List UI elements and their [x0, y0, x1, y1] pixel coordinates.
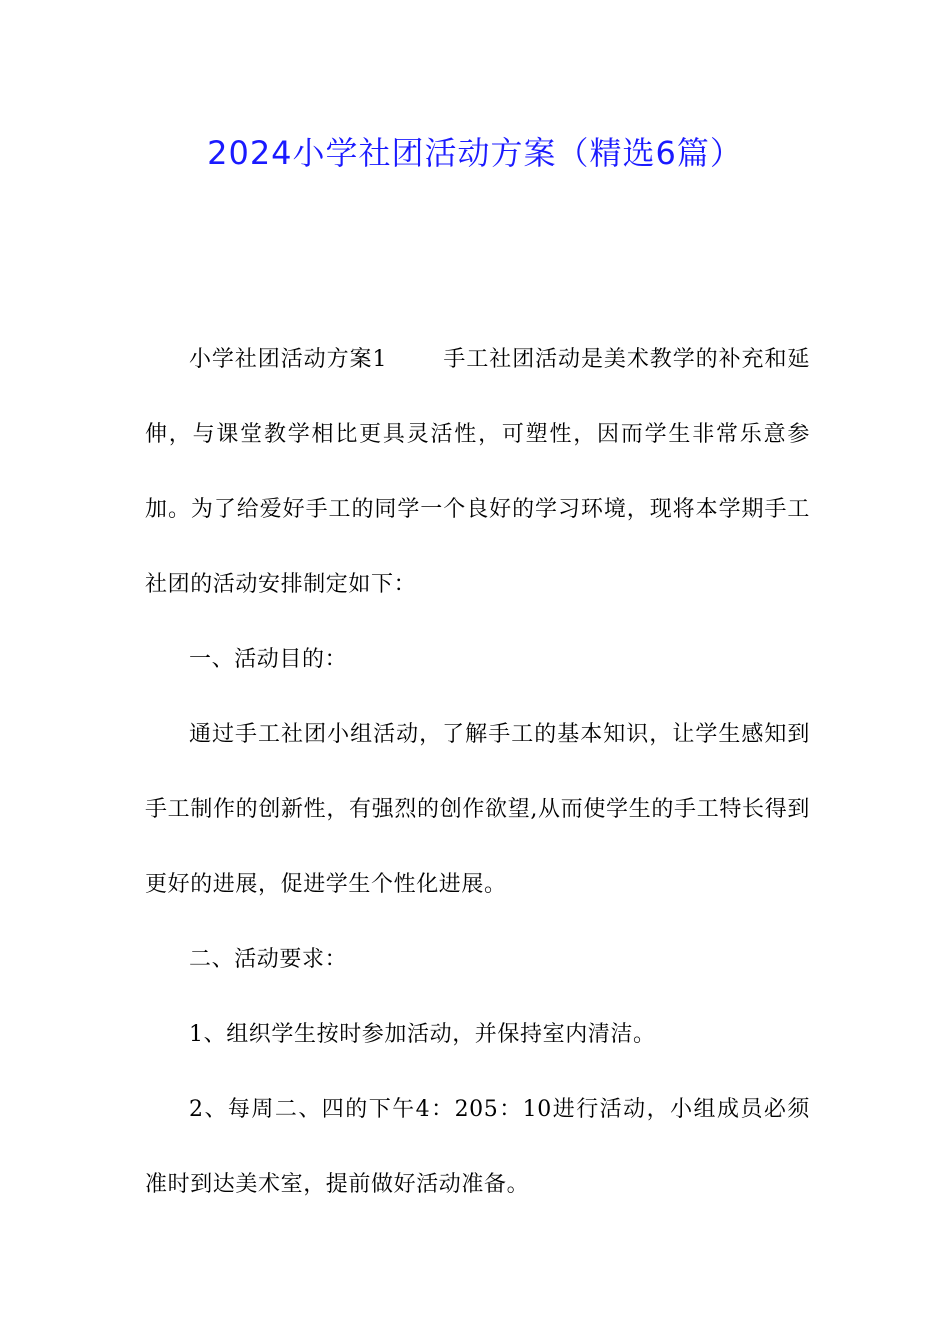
document-title: 2024小学社团活动方案（精选6篇） [207, 134, 743, 172]
document-body [145, 322, 810, 1222]
paragraph-text: 手工社团活动是美术教学的补充和延伸，与课堂教学相比更具灵活性，可塑性，因而学生非常乐意参加。为了给爱好手工的同学一个良好的学习环境，现将本学期手工社团的活动安排制定如下： [145, 347, 810, 597]
heading-purpose: 一、活动目的： [189, 647, 348, 672]
requirement-item-2: 2、每周二、四的下午4：205：10进行活动，小组成员必须准时到达美术室，提前做好活动准备。 [145, 1097, 810, 1197]
paragraph-purpose: 通过手工社团小组活动，了解手工的基本知识，让学生感知到手工制作的创新性，有强烈的创作欲望,从而使学生的手工特长得到更好的进展，促进学生个性化进展。 [145, 722, 810, 897]
heading-requirements: 二、活动要求： [189, 947, 348, 972]
paragraph-intro [145, 322, 810, 622]
section-heading: 小学社团活动方案1 [189, 347, 388, 372]
requirement-item-1: 1、组织学生按时参加活动，并保持室内清洁。 [189, 1022, 656, 1047]
